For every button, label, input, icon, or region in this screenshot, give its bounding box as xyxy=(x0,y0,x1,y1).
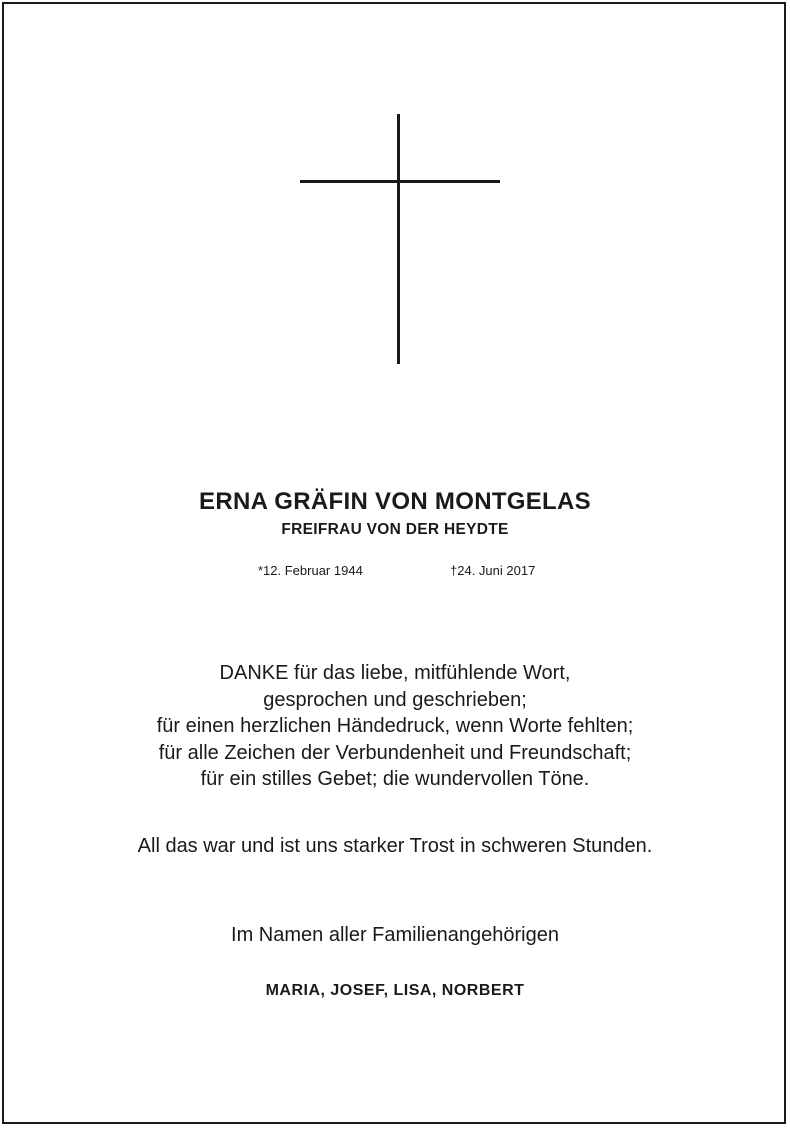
message-line: DANKE für das liebe, mitfühlende Wort, xyxy=(219,662,571,684)
message-line: gesprochen und geschrieben; xyxy=(263,688,527,711)
cross-horizontal-bar xyxy=(300,180,500,183)
cross-icon xyxy=(300,114,500,364)
birth-date: *12. Februar 1944 xyxy=(258,563,363,578)
thanks-message xyxy=(0,660,790,793)
family-names: MARIA, JOSEF, LISA, NORBERT xyxy=(265,982,525,999)
message-line: für einen herzlichen Händedruck, wenn Worte fehlten; xyxy=(156,715,634,737)
death-date: †24. Juni 2017 xyxy=(450,563,536,578)
cross-vertical-bar xyxy=(397,114,400,364)
message-line: für alle Zeichen der Verbundenheit und Freundschaft; xyxy=(158,741,632,764)
deceased-maiden-name: FREIFRAU VON DER HEYDTE xyxy=(281,521,509,538)
message-line: für ein stilles Gebet; die wundervollen Töne. xyxy=(200,768,590,790)
family-intro: Im Namen aller Familienangehörigen xyxy=(231,924,559,946)
deceased-name: ERNA GRÄFIN VON MONTGELAS xyxy=(199,488,591,515)
comfort-line: All das war und ist uns starker Trost in schweren Stunden. xyxy=(137,835,653,857)
